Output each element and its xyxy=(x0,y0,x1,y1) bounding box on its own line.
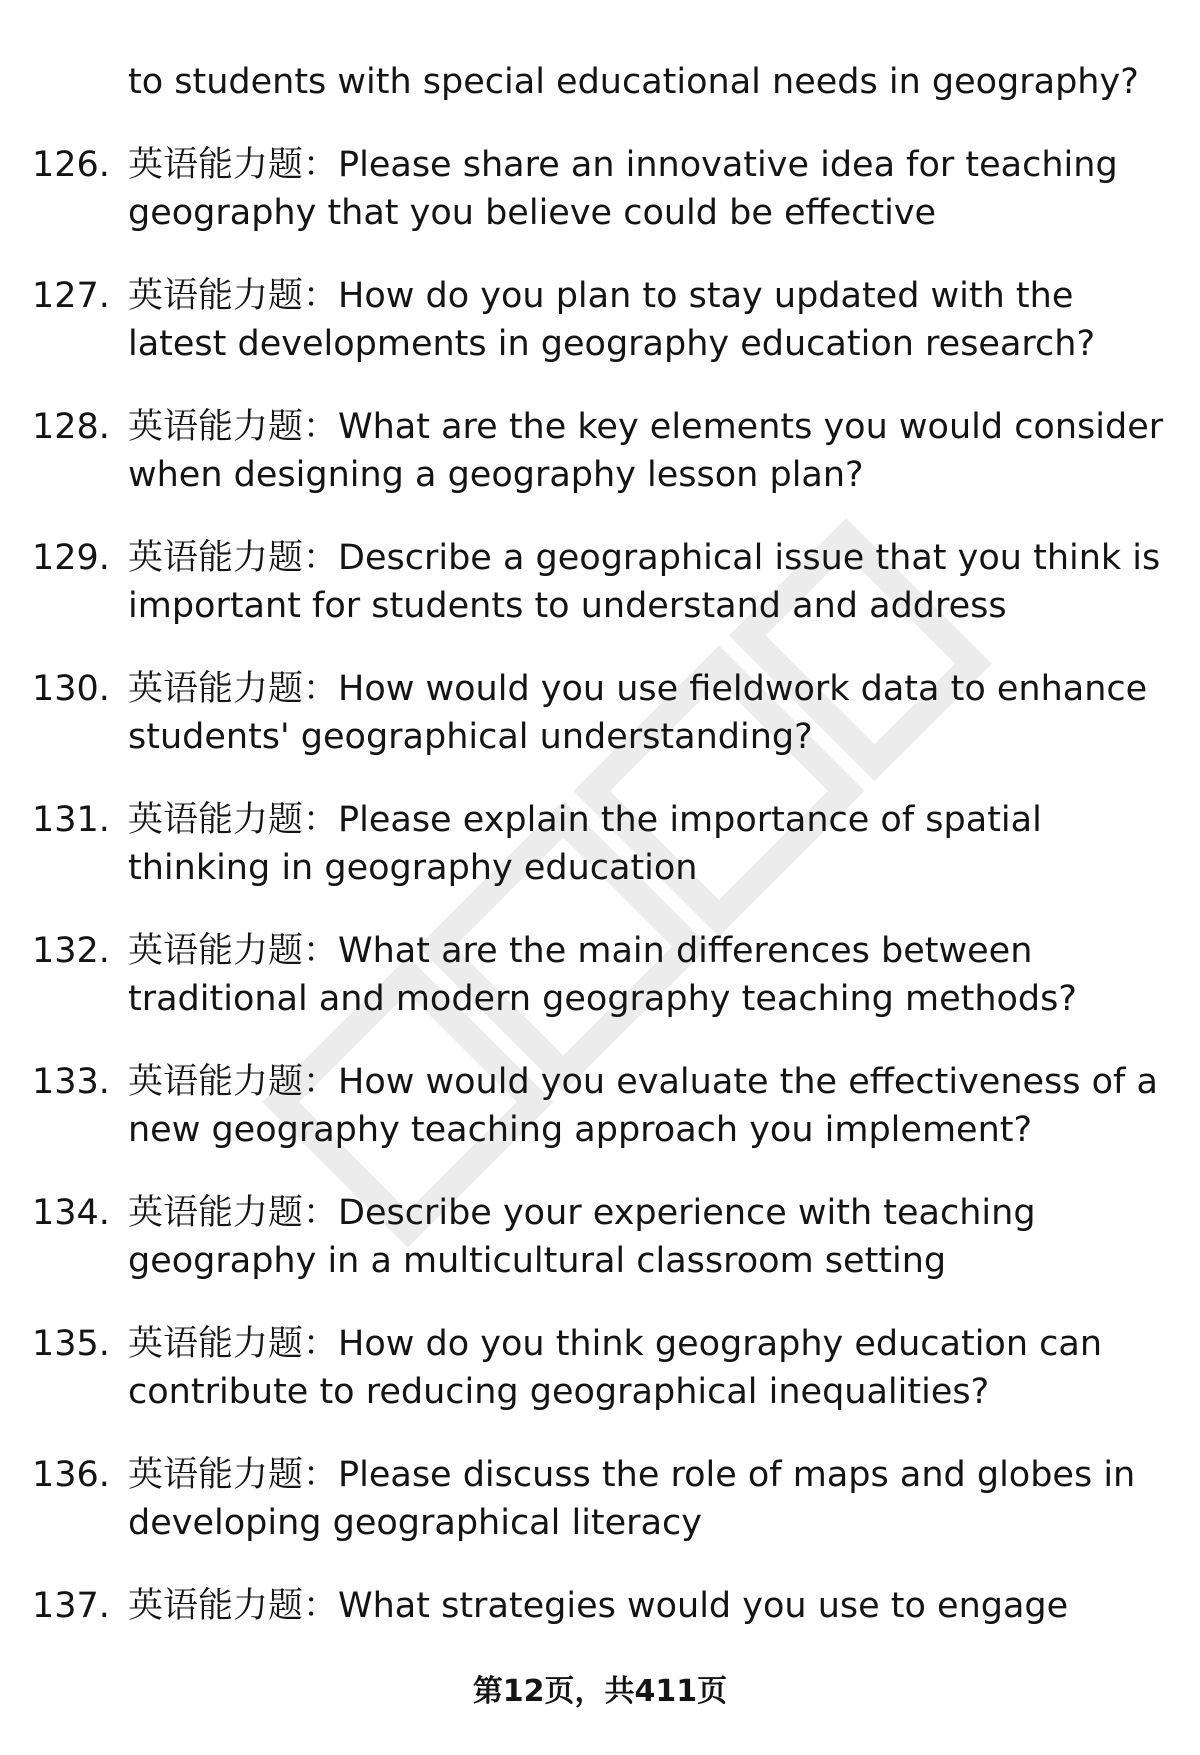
question-line-text: new geography teaching approach you implement? xyxy=(128,1110,1033,1150)
question-item xyxy=(0,1582,1200,1630)
question-line-text: thinking in geography education xyxy=(128,848,698,888)
question-line xyxy=(128,534,1168,582)
question-number: 128. xyxy=(32,407,110,447)
question-category-label: 英语能力题： xyxy=(128,931,339,971)
question-number: 127. xyxy=(32,276,110,316)
question-number: 136. xyxy=(32,1455,110,1495)
question-text xyxy=(128,141,1168,237)
question-text xyxy=(128,534,1168,630)
question-category-label: 英语能力题： xyxy=(128,407,339,447)
question-number: 130. xyxy=(32,669,110,709)
question-line-text: What are the key elements you would consider xyxy=(338,407,1164,447)
question-line xyxy=(128,1189,1168,1237)
question-line-text: Describe your experience with teaching xyxy=(338,1193,1036,1233)
question-category-label: 英语能力题： xyxy=(128,145,339,185)
question-text xyxy=(128,1320,1168,1416)
question-line-text: students' geographical understanding? xyxy=(128,717,813,757)
question-line xyxy=(128,403,1168,451)
question-text xyxy=(128,665,1168,761)
question-category-label: 英语能力题： xyxy=(128,800,339,840)
question-category-label: 英语能力题： xyxy=(128,538,339,578)
question-item xyxy=(0,1320,1200,1416)
question-number: 131. xyxy=(32,800,110,840)
question-text xyxy=(128,1582,1168,1630)
page-footer: 第12页，共411页 xyxy=(472,1674,728,1709)
question-item xyxy=(0,141,1200,237)
question-item xyxy=(0,1451,1200,1547)
question-line xyxy=(128,1106,1168,1154)
question-number: 134. xyxy=(32,1193,110,1233)
question-line xyxy=(128,320,1168,368)
question-line-text: latest developments in geography education research? xyxy=(128,324,1096,364)
question-line-text: Please explain the importance of spatial xyxy=(338,800,1042,840)
question-line-text: geography in a multicultural classroom setting xyxy=(128,1241,947,1281)
question-text xyxy=(128,1189,1168,1285)
question-category-label: 英语能力题： xyxy=(128,1062,339,1102)
question-line xyxy=(128,1058,1168,1106)
question-number: 132. xyxy=(32,931,110,971)
question-line xyxy=(128,1582,1168,1630)
question-line-text: geography that you believe could be effective xyxy=(128,193,937,233)
question-line-text: How do you think geography education can xyxy=(338,1324,1103,1364)
question-item xyxy=(0,796,1200,892)
question-line-text: when designing a geography lesson plan? xyxy=(128,455,864,495)
question-line xyxy=(128,1320,1168,1368)
question-line-text: What are the main differences between xyxy=(338,931,1033,971)
question-line xyxy=(128,665,1168,713)
question-line xyxy=(128,272,1168,320)
question-category-label: 英语能力题： xyxy=(128,1193,339,1233)
question-line-text: Please discuss the role of maps and globes in xyxy=(338,1455,1136,1495)
question-number: 129. xyxy=(32,538,110,578)
question-item xyxy=(0,665,1200,761)
question-category-label: 英语能力题： xyxy=(128,1455,339,1495)
question-line-text: contribute to reducing geographical inequalities? xyxy=(128,1372,990,1412)
question-line xyxy=(128,796,1168,844)
question-line xyxy=(128,1451,1168,1499)
question-line xyxy=(128,927,1168,975)
question-line-text: Please share an innovative idea for teaching xyxy=(338,145,1118,185)
question-line xyxy=(128,975,1168,1023)
question-text xyxy=(128,796,1168,892)
question-line-text: How would you use fieldwork data to enhance xyxy=(338,669,1148,709)
question-text xyxy=(128,1058,1168,1154)
question-text xyxy=(128,927,1168,1023)
continuation-line: to students with special educational needs in geography? xyxy=(128,62,1139,102)
question-line xyxy=(128,451,1168,499)
question-item xyxy=(0,1189,1200,1285)
question-line-text: What strategies would you use to engage xyxy=(338,1586,1069,1626)
question-text xyxy=(128,403,1168,499)
question-line-text: developing geographical literacy xyxy=(128,1503,702,1543)
question-line xyxy=(128,582,1168,630)
question-category-label: 英语能力题： xyxy=(128,1586,339,1626)
question-item xyxy=(0,534,1200,630)
question-line-text: Describe a geographical issue that you think is xyxy=(338,538,1161,578)
question-category-label: 英语能力题： xyxy=(128,1324,339,1364)
question-line-text: traditional and modern geography teaching methods? xyxy=(128,979,1077,1019)
question-line xyxy=(128,1237,1168,1285)
question-line xyxy=(128,1368,1168,1416)
question-number: 126. xyxy=(32,145,110,185)
question-line xyxy=(128,141,1168,189)
question-line-text: How would you evaluate the effectiveness of a xyxy=(338,1062,1158,1102)
question-item xyxy=(0,927,1200,1023)
question-item xyxy=(0,1058,1200,1154)
question-category-label: 英语能力题： xyxy=(128,276,339,316)
question-text xyxy=(128,272,1168,368)
question-number: 133. xyxy=(32,1062,110,1102)
question-line xyxy=(128,1499,1168,1547)
question-item xyxy=(0,403,1200,499)
question-line xyxy=(128,844,1168,892)
question-text xyxy=(128,1451,1168,1547)
question-number: 137. xyxy=(32,1586,110,1626)
question-number: 135. xyxy=(32,1324,110,1364)
question-line-text: How do you plan to stay updated with the xyxy=(338,276,1074,316)
question-line xyxy=(128,713,1168,761)
question-list xyxy=(0,58,1200,1630)
question-line xyxy=(128,189,1168,237)
question-line-text: important for students to understand and address xyxy=(128,586,1007,626)
question-category-label: 英语能力题： xyxy=(128,669,339,709)
question-item xyxy=(0,272,1200,368)
